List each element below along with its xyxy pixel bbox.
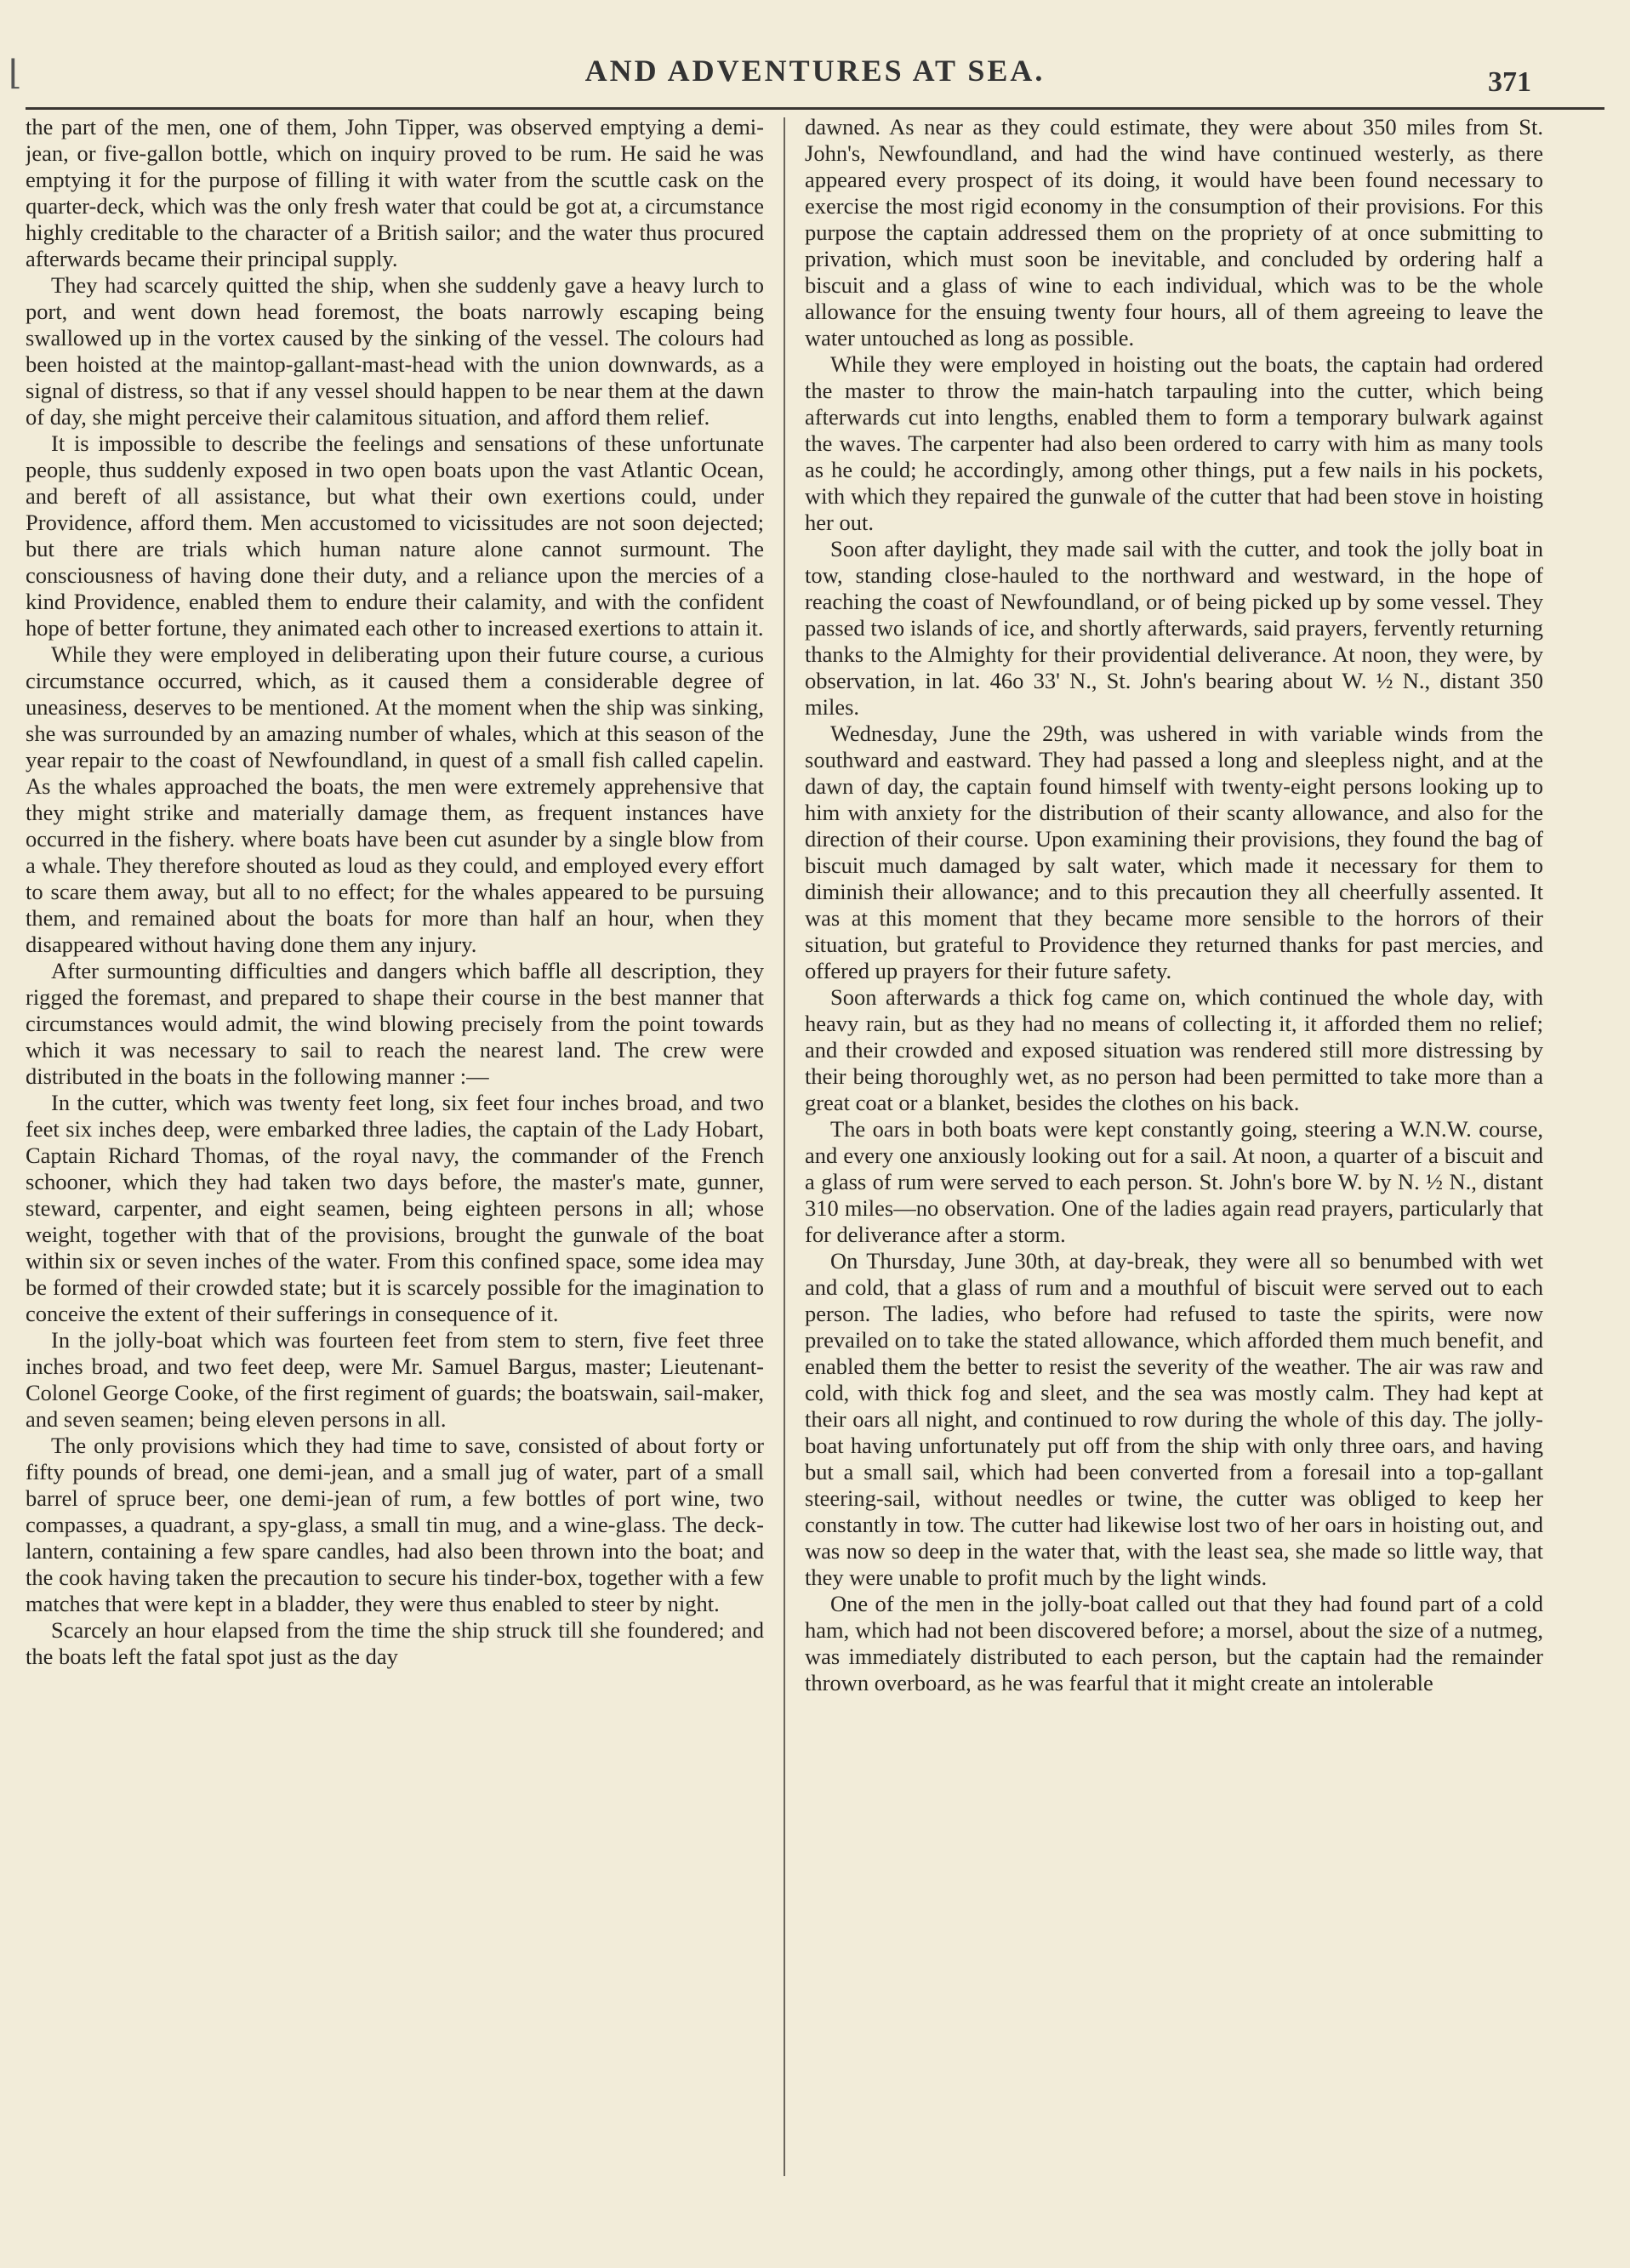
paragraph: The only provisions which they had time to save, consisted of about forty or fifty pounds of bread, one demi-jean, and a small jug of water, part of a small barrel of spruce beer, one demi-jean of rum, a few bottles of port wine, two compasses, a quadrant, a spy-glass, a small tin mug, and a wine-glass. The deck-lantern, containing a few spare candles, had also been thrown into the boat; and the cook having taken the precaution to secure his tinder-box, together with a few matches that were kept in a bladder, they were thus enabled to steer by night.	[26, 1433, 764, 1616]
paragraph: dawned. As near as they could estimate, they were about 350 miles from St. John's, Newfoundland, and had the wind have continued westerly, as there appeared every prospect of its doing, it would have been found necessary to exercise the most rigid economy in the consumption of their provisions. For this purpose the captain addressed them on the propriety of at once submitting to privation, which must soon be inevitable, and concluded by ordering half a biscuit and a glass of wine to each individual, which was to be the whole allowance for the ensuing twenty four hours, all of them agreeing to leave the water untouched as long as possible.	[805, 114, 1543, 350]
text-columns	[26, 114, 1543, 2190]
paragraph: In the jolly-boat which was fourteen feet from stem to stern, five feet three inches broad, and two feet deep, were Mr. Samuel Bargus, master; Lieutenant-Colonel George Cooke, of the first regiment of guards; the boatswain, sail-maker, and seven seamen; being eleven persons in all.	[26, 1327, 764, 1432]
page-number: 371	[1488, 66, 1531, 98]
paragraph: In the cutter, which was twenty feet long, six feet four inches broad, and two feet six inches deep, were embarked three ladies, the captain of the Lady Hobart, Captain Richard Thomas, of the royal navy, the commander of the French schooner, which they had taken two days before, the master's mate, gunner, steward, carpenter, and eight seamen, being eighteen persons in all; whose weight, together with that of the provisions, brought the gunwale of the boat within six or seven inches of the water. From this confined space, some idea may be formed of their crowded state; but it is scarcely possible for the imagination to conceive the extent of their sufferings in consequence of it.	[26, 1090, 764, 1326]
paragraph: After surmounting difficulties and dangers which baffle all description, they rigged the foremast, and prepared to shape their course in the best manner that circumstances would admit, the wind blowing precisely from the point towards which it was necessary to sail to reach the nearest land. The crew were distributed in the boats in the following manner :—	[26, 958, 764, 1089]
paragraph: Soon after daylight, they made sail with the cutter, and took the jolly boat in tow, standing close-hauled to the northward and westward, in the hope of reaching the coast of Newfoundland, or of being picked up by some vessel. They passed two islands of ice, and shortly afterwards, said prayers, fervently returning thanks to the Almighty for their providential deliverance. At noon, they were, by observation, in lat. 46o 33' N., St. John's bearing about W. ½ N., distant 350 miles.	[805, 536, 1543, 720]
paragraph: While they were employed in hoisting out the boats, the captain had ordered the master to throw the main-hatch tarpauling into the cutter, which being afterwards cut into lengths, enabled them to form a temporary bulwark against the waves. The carpenter had also been ordered to carry with him as many tools as he could; he accordingly, among other things, put a few nails in his pockets, with which they repaired the gunwale of the cutter that had been stove in hoisting her out.	[805, 351, 1543, 535]
left-column	[26, 114, 764, 2190]
paragraph: Soon afterwards a thick fog came on, which continued the whole day, with heavy rain, but as they had no means of collecting it, it afforded them no relief; and their crowded and exposed situation was rendered still more distressing by their being thoroughly wet, as no person had been permitted to take more than a great coat or a blanket, besides the clothes on his back.	[805, 984, 1543, 1115]
paragraph: One of the men in the jolly-boat called out that they had found part of a cold ham, which had not been discovered before; a morsel, about the size of a nutmeg, was immediately distributed to each person, but the captain had the remainder thrown overboard, as he was fearful that it might create an intolerable	[805, 1591, 1543, 1695]
paragraph: It is impossible to describe the feelings and sensations of these unfortunate people, thus suddenly exposed in two open boats upon the vast Atlantic Ocean, and bereft of all assistance, but what their own exertions could, under Providence, afford them. Men accustomed to vicissitudes are not soon dejected; but there are trials which human nature alone cannot surmount. The consciousness of having done their duty, and a reliance upon the mercies of a kind Providence, enabled them to endure their calamity, and with the confident hope of better fortune, they animated each other to increased exertions to attain it.	[26, 430, 764, 641]
running-head: AND ADVENTURES AT SEA.	[584, 54, 1046, 88]
header-rule	[26, 107, 1604, 110]
paragraph: While they were employed in deliberating upon their future course, a curious circumstance occurred, which, as it caused them a considerable degree of uneasiness, deserves to be mentioned. At the moment when the ship was sinking, she was surrounded by an amazing number of whales, which at this season of the year repair to the coast of Newfoundland, in quest of a small fish called capelin. As the whales approached the boats, the men were extremely apprehensive that they might strike and materially damage them, as frequent instances have occurred in the fishery. where boats have been cut asunder by a single blow from a whale. They therefore shouted as loud as they could, and employed every effort to scare them away, but all to no effect; for the whales appeared to be pursuing them, and remained about the boats for more than half an hour, when they disappeared without having done them any injury.	[26, 641, 764, 957]
paragraph: They had scarcely quitted the ship, when she suddenly gave a heavy lurch to port, and went down head foremost, the boats narrowly escaping being swallowed up in the vortex caused by the sinking of the vessel. The colours had been hoisted at the maintop-gallant-mast-head with the union downwards, as a signal of distress, so that if any vessel should happen to be near them at the dawn of day, she might perceive their calamitous situation, and afford them relief.	[26, 272, 764, 430]
paragraph: Wednesday, June the 29th, was ushered in with variable winds from the southward and eastward. They had passed a long and sleepless night, and at the dawn of day, the captain found himself with twenty-eight persons looking up to him with anxiety for the distribution of their scanty allowance, and also for the direction of their course. Upon examining their provisions, they found the bag of biscuit much damaged by salt water, which made it necessary for them to diminish their allowance; and to this precaution they all cheerfully assented. It was at this moment that they became more sensible to the horrors of their situation, but grateful to Providence they returned thanks for past mercies, and offered up prayers for their future safety.	[805, 721, 1543, 983]
paragraph: The oars in both boats were kept constantly going, steering a W.N.W. course, and every one anxiously looking out for a sail. At noon, a quarter of a biscuit and a glass of rum were served to each person. St. John's bore W. by N. ½ N., distant 310 miles—no observation. One of the ladies again read prayers, particularly that for deliverance after a storm.	[805, 1116, 1543, 1247]
paragraph: On Thursday, June 30th, at day-break, they were all so benumbed with wet and cold, that a glass of rum and a mouthful of biscuit were served out to each person. The ladies, who before had refused to taste the spirits, were now prevailed on to take the stated allowance, which afforded them much benefit, and enabled them the better to resist the severity of the weather. The air was raw and cold, with thick fog and sleet, and the sea was mostly calm. They had kept at their oars all night, and continued to row during the whole of this day. The jolly-boat having unfortunately put off from the ship with only three oars, and having but a small sail, which had been converted from a foresail into a top-gallant steering-sail, without needles or twine, the cutter was obliged to keep her constantly in tow. The cutter had likewise lost two of her oars in hoisting out, and was now so deep in the water that, with the least sea, she made so little way, that they were unable to profit much by the light winds.	[805, 1248, 1543, 1590]
paragraph: Scarcely an hour elapsed from the time the ship struck till she foundered; and the boats left the fatal spot just as the day	[26, 1617, 764, 1669]
paragraph: the part of the men, one of them, John Tipper, was observed emptying a demi-jean, or five-gallon bottle, which on inquiry proved to be rum. He said he was emptying it for the purpose of filling it with water from the scuttle cask on the quarter-deck, which was the only fresh water that could be got at, a circumstance highly creditable to the character of a British sailor; and the water thus procured afterwards became their principal supply.	[26, 114, 764, 271]
right-column	[805, 114, 1543, 2190]
column-divider	[784, 117, 785, 2176]
corner-mark: ⌊	[9, 54, 22, 92]
